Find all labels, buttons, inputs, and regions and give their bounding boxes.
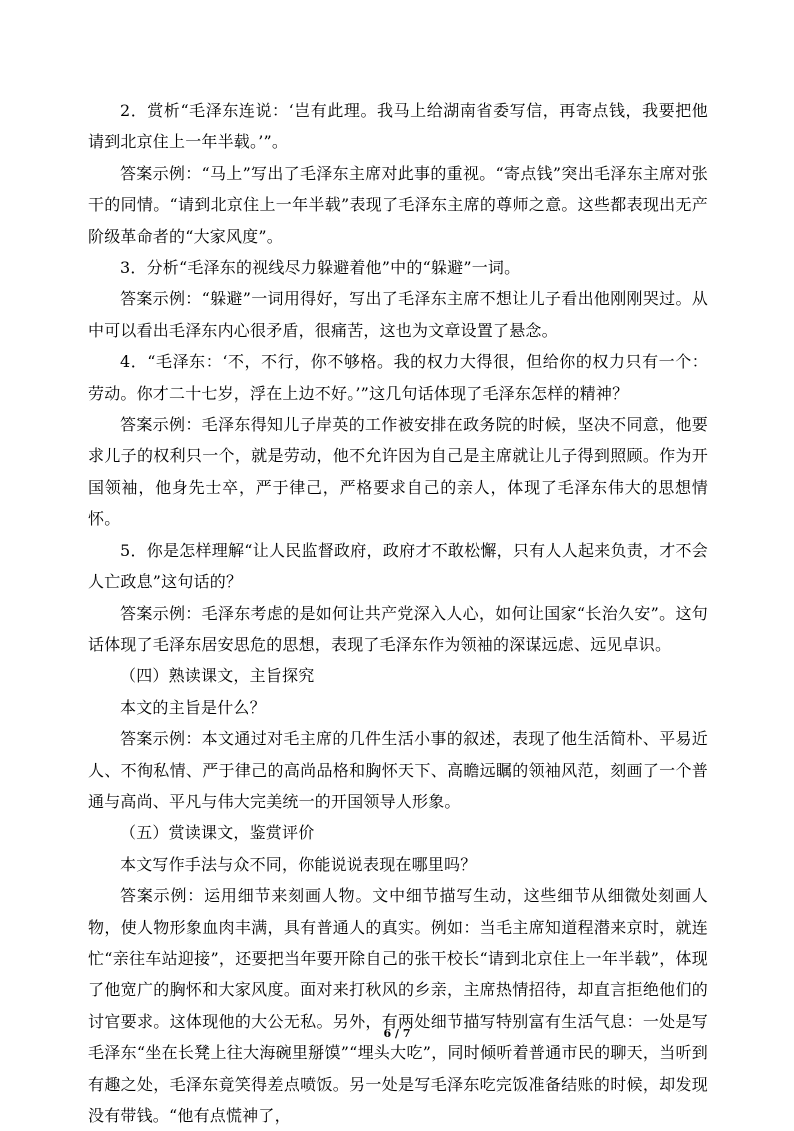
page-number: 6 / 7 — [383, 1027, 411, 1040]
theme-question: 本文的主旨是什么？ — [120, 697, 266, 717]
section-heading-5: （五）赏读课文，鉴赏评价 — [120, 823, 315, 843]
technique-question: 本文写作手法与众不同，你能说说表现在哪里吗？ — [120, 854, 477, 874]
answer-2: 答案示例：“马上”写出了毛泽东主席对此事的重视。“寄点钱”突出毛泽东主席对张干的同情。“请到北京住上一年半载”表现了毛泽东主席的尊师之意。这些都表现出无产阶级革命者的“大家风度”。 — [88, 163, 708, 246]
theme-answer: 答案示例：本文通过对毛主席的几件生活小事的叙述，表现了他生活简朴、平易近人、不徇私情、严于律己的高尚品格和胸怀天下、高瞻远瞩的领袖风范，刻画了一个普通与高尚、平凡与伟大完美统一的开国领导人形象。 — [88, 729, 708, 811]
answer-3: 答案示例：“躲避”一词用得好，写出了毛泽东主席不想让儿子看出他刚刚哭过。从中可以看出毛泽东内心很矛盾，很痛苦，这也为文章设置了悬念。 — [88, 289, 708, 340]
answer-5: 答案示例：毛泽东考虑的是如何让共产党深入人心，如何让国家“长治久安”。这句话体现了毛泽东居安思危的思想，表现了毛泽东作为领袖的深谋远虑、远见卓识。 — [88, 603, 708, 654]
question-4: 4．“毛泽东：‘不，不行，你不够格。我的权力大得很，但给你的权力只有一个：劳动。你才二十七岁，浮在上边不好。’”这几句话体现了毛泽东怎样的精神？ — [88, 352, 708, 403]
technique-answer: 答案示例：运用细节来刻画人物。文中细节描写生动，这些细节从细微处刻画人物，使人物形象血肉丰满，具有普通人的真实。例如：当毛主席知道程潜来京时，就连忙“亲往车站迎接”，还要把当年要开除自己的张干校长“请到北京住上一年半载”，体现了他宽广的胸怀和大家风度。面对来打秋风的乡亲，主席热情招待，却直言拒绝他们的讨官要求。这体现他的大公无私。另外，有两处细节描写特别富有生活气息：一处是写毛泽东“坐在长凳上往大海碗里掰馍”“埋头大吃”，同时倾听着普通市民的聊天，当听到有趣之处，毛泽东竟笑得差点喷饭。另一处是写毛泽东吃完饭准备结账的时候，却发现没有带钱。“他有点慌神了， — [88, 886, 708, 1125]
answer-4: 答案示例：毛泽东得知儿子岸英的工作被安排在政务院的时候，坚决不同意，他要求儿子的权利只一个，就是劳动，他不允许因为自己是主席就让儿子得到照顾。作为开国领袖，他身先士卒，严于律己，严格要求自己的亲人，体现了毛泽东伟大的思想情怀。 — [88, 415, 708, 529]
question-3: 3．分析“毛泽东的视线尽力躲避着他”中的“躲避”一词。 — [120, 258, 521, 278]
section-heading-4: （四）熟读课文，主旨探究 — [120, 666, 315, 686]
document-body — [88, 95, 708, 1131]
question-2: 2．赏析“毛泽东连说：‘岂有此理。我马上给湖南省委写信，再寄点钱，我要把他请到北京住上一年半载。’”。 — [88, 101, 708, 152]
question-5: 5．你是怎样理解“让人民监督政府，政府才不敢松懈，只有人人起来负责，才不会人亡政息”这句话的？ — [88, 540, 708, 592]
